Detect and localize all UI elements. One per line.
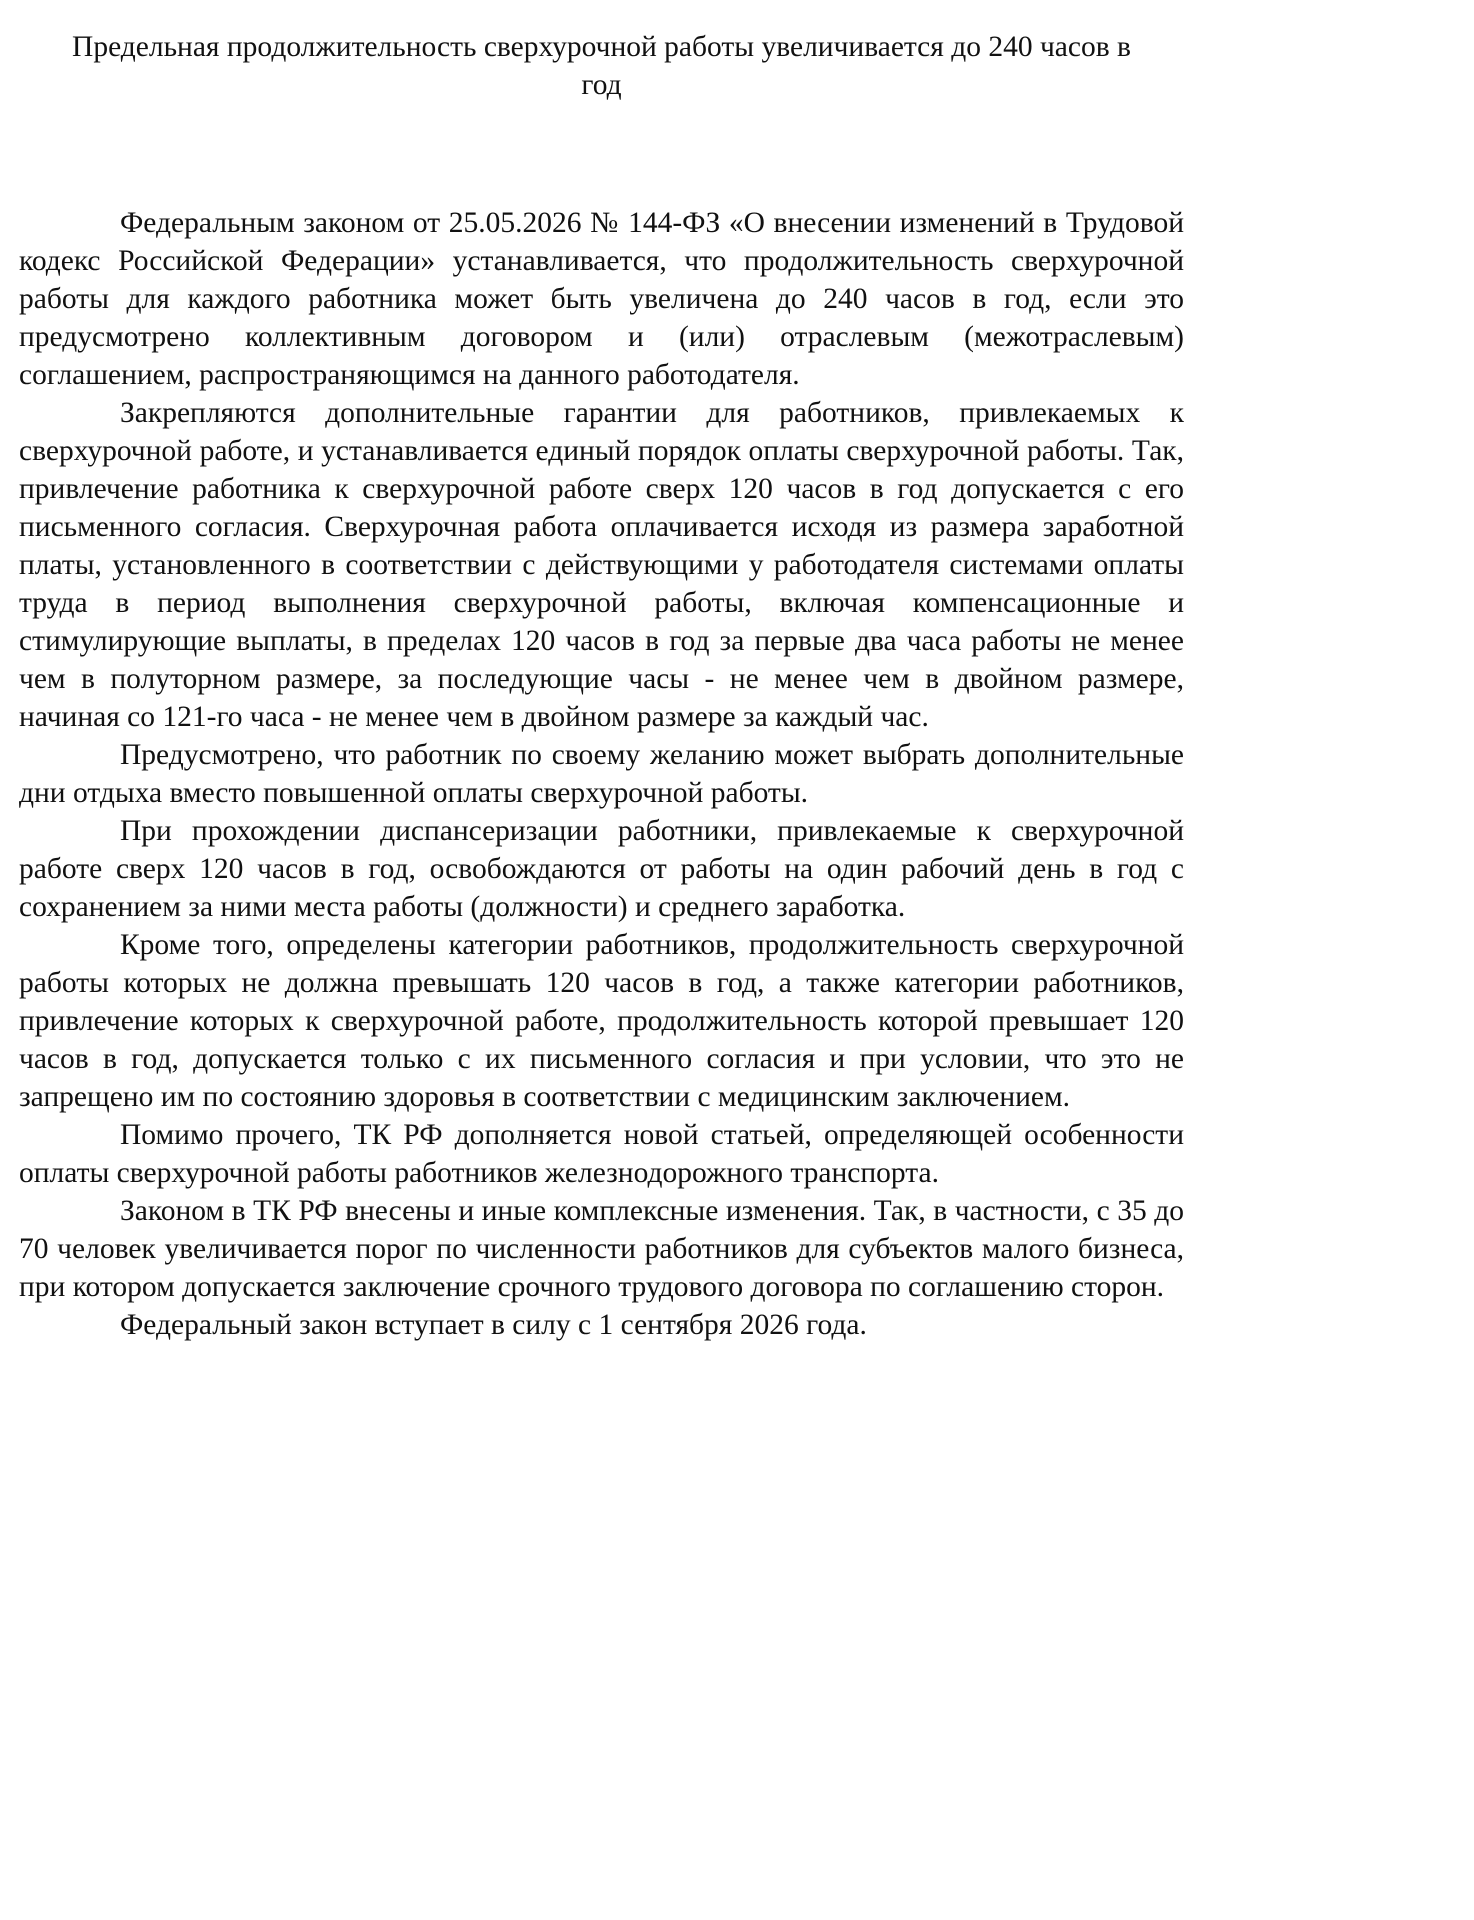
paragraph-rest-days-option: Предусмотрено, что работник по своему желанию может выбрать дополнительные дни отдыха вместо повышенной оплаты сверхурочной работы.: [19, 739, 1184, 809]
paragraph-other-changes: Законом в ТК РФ внесены и иные комплексные изменения. Так, в частности, с 35 до 70 человек увеличивается порог по численности работников для субъектов малого бизнеса, при котором допускается заключение срочного трудового договора по соглашению сторон.: [19, 1195, 1184, 1303]
paragraph-law-overview: Федеральным законом от 25.05.2026 № 144-ФЗ «О внесении изменений в Трудовой кодекс Российской Федерации» устанавливается, что продолжительность сверхурочной работы для каждого работника может быть увеличена до 240 часов в год, если это предусмотрено коллективным договором и (или) отраслевым (межотраслевым) соглашением, распространяющимся на данного работодателя.: [19, 207, 1184, 391]
paragraph-effective-date: Федеральный закон вступает в силу с 1 сентября 2026 года.: [120, 1309, 867, 1341]
paragraph-railway-workers: Помимо прочего, ТК РФ дополняется новой статьей, определяющей особенности оплаты сверхурочной работы работников железнодорожного транспорта.: [19, 1119, 1184, 1189]
document-body: [19, 204, 1184, 1344]
paragraph-overtime-guarantees: Закрепляются дополнительные гарантии для работников, привлекаемых к сверхурочной работе, и устанавливается единый порядок оплаты сверхурочной работы. Так, привлечение работника к сверхурочной работе сверх 120 часов в год допускается с его письменного согласия. Сверхурочная работа оплачивается исходя из размера заработной платы, установленного в соответствии с действующими у работодателя системами оплаты труда в период выполнения сверхурочной работы, включая компенсационные и стимулирующие выплаты, в пределах 120 часов в год за первые два часа работы не менее чем в полуторном размере, за последующие часы - не менее чем в двойном размере, начиная со 121-го часа - не менее чем в двойном размере за каждый час.: [19, 397, 1184, 733]
document-title: Предельная продолжительность сверхурочной работы увеличивается до 240 часов в год: [72, 31, 1131, 101]
paragraph-medical-checkup: При прохождении диспансеризации работники, привлекаемые к сверхурочной работе сверх 120 часов в год, освобождаются от работы на один рабочий день в год с сохранением за ними места работы (должности) и среднего заработка.: [19, 815, 1184, 923]
paragraph-worker-categories: Кроме того, определены категории работников, продолжительность сверхурочной работы которых не должна превышать 120 часов в год, а также категории работников, привлечение которых к сверхурочной работе, продолжительность которой превышает 120 часов в год, допускается только с их письменного согласия и при условии, что это не запрещено им по состоянию здоровья в соответствии с медицинским заключением.: [19, 929, 1184, 1113]
